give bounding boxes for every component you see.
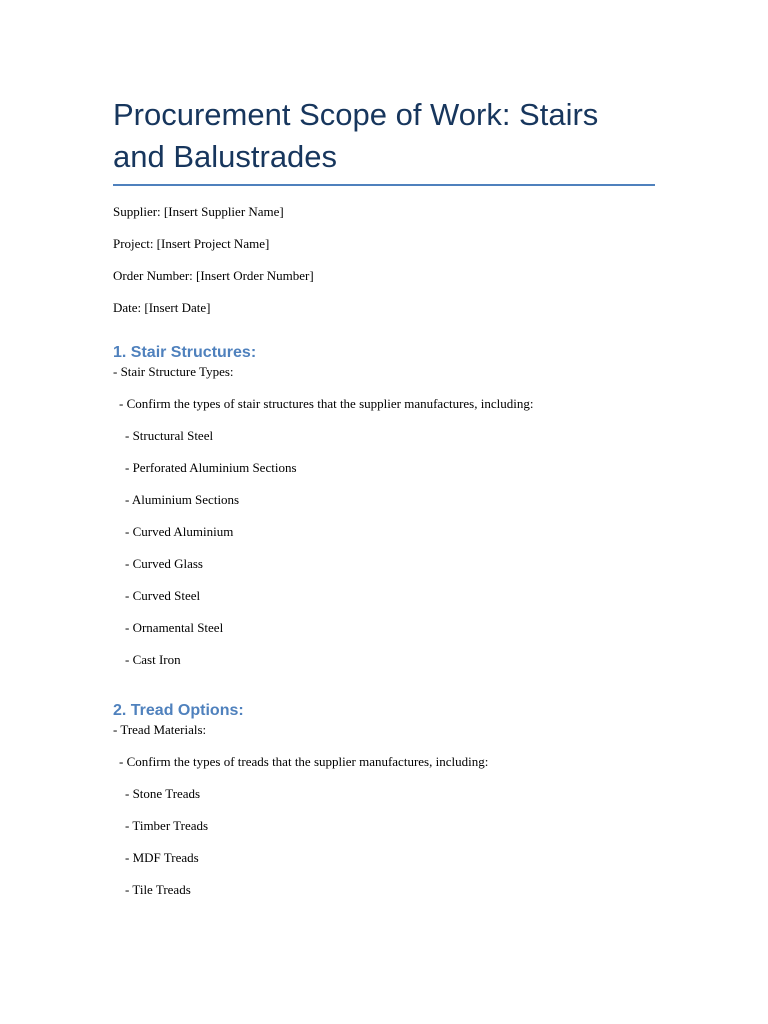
supplier-line: Supplier: [Insert Supplier Name] <box>113 204 284 219</box>
project-line: Project: [Insert Project Name] <box>113 236 270 251</box>
list-item: - Ornamental Steel <box>125 620 224 635</box>
section-heading: 2. Tread Options: <box>113 702 244 719</box>
sub-label: - Stair Structure Types: <box>113 364 234 379</box>
list-item: - Curved Aluminium <box>125 524 234 539</box>
list-item: - Curved Glass <box>125 556 203 571</box>
sub-label: - Tread Materials: <box>113 722 207 737</box>
document-page <box>113 94 655 914</box>
list-item: - Tile Treads <box>125 882 191 897</box>
list-item: - Timber Treads <box>125 818 209 833</box>
document-title: Procurement Scope of Work: Stairs and Balustrades <box>113 94 655 186</box>
list-item: - Stone Treads <box>125 786 201 801</box>
list-item: - Structural Steel <box>125 428 214 443</box>
confirm-line: - Confirm the types of stair structures that the supplier manufactures, including: <box>119 396 534 411</box>
confirm-line: - Confirm the types of treads that the supplier manufactures, including: <box>119 754 489 769</box>
document-meta <box>113 204 655 332</box>
list-item: - Perforated Aluminium Sections <box>125 460 297 475</box>
section-heading: 1. Stair Structures: <box>113 344 257 361</box>
section-stair-structures <box>113 342 655 684</box>
list-item: - Curved Steel <box>125 588 201 603</box>
order-number-line: Order Number: [Insert Order Number] <box>113 268 314 283</box>
date-line: Date: [Insert Date] <box>113 300 211 315</box>
list-item: - Cast Iron <box>125 652 181 667</box>
list-item: - Aluminium Sections <box>125 492 240 507</box>
section-tread-options <box>113 700 655 914</box>
list-item: - MDF Treads <box>125 850 199 865</box>
